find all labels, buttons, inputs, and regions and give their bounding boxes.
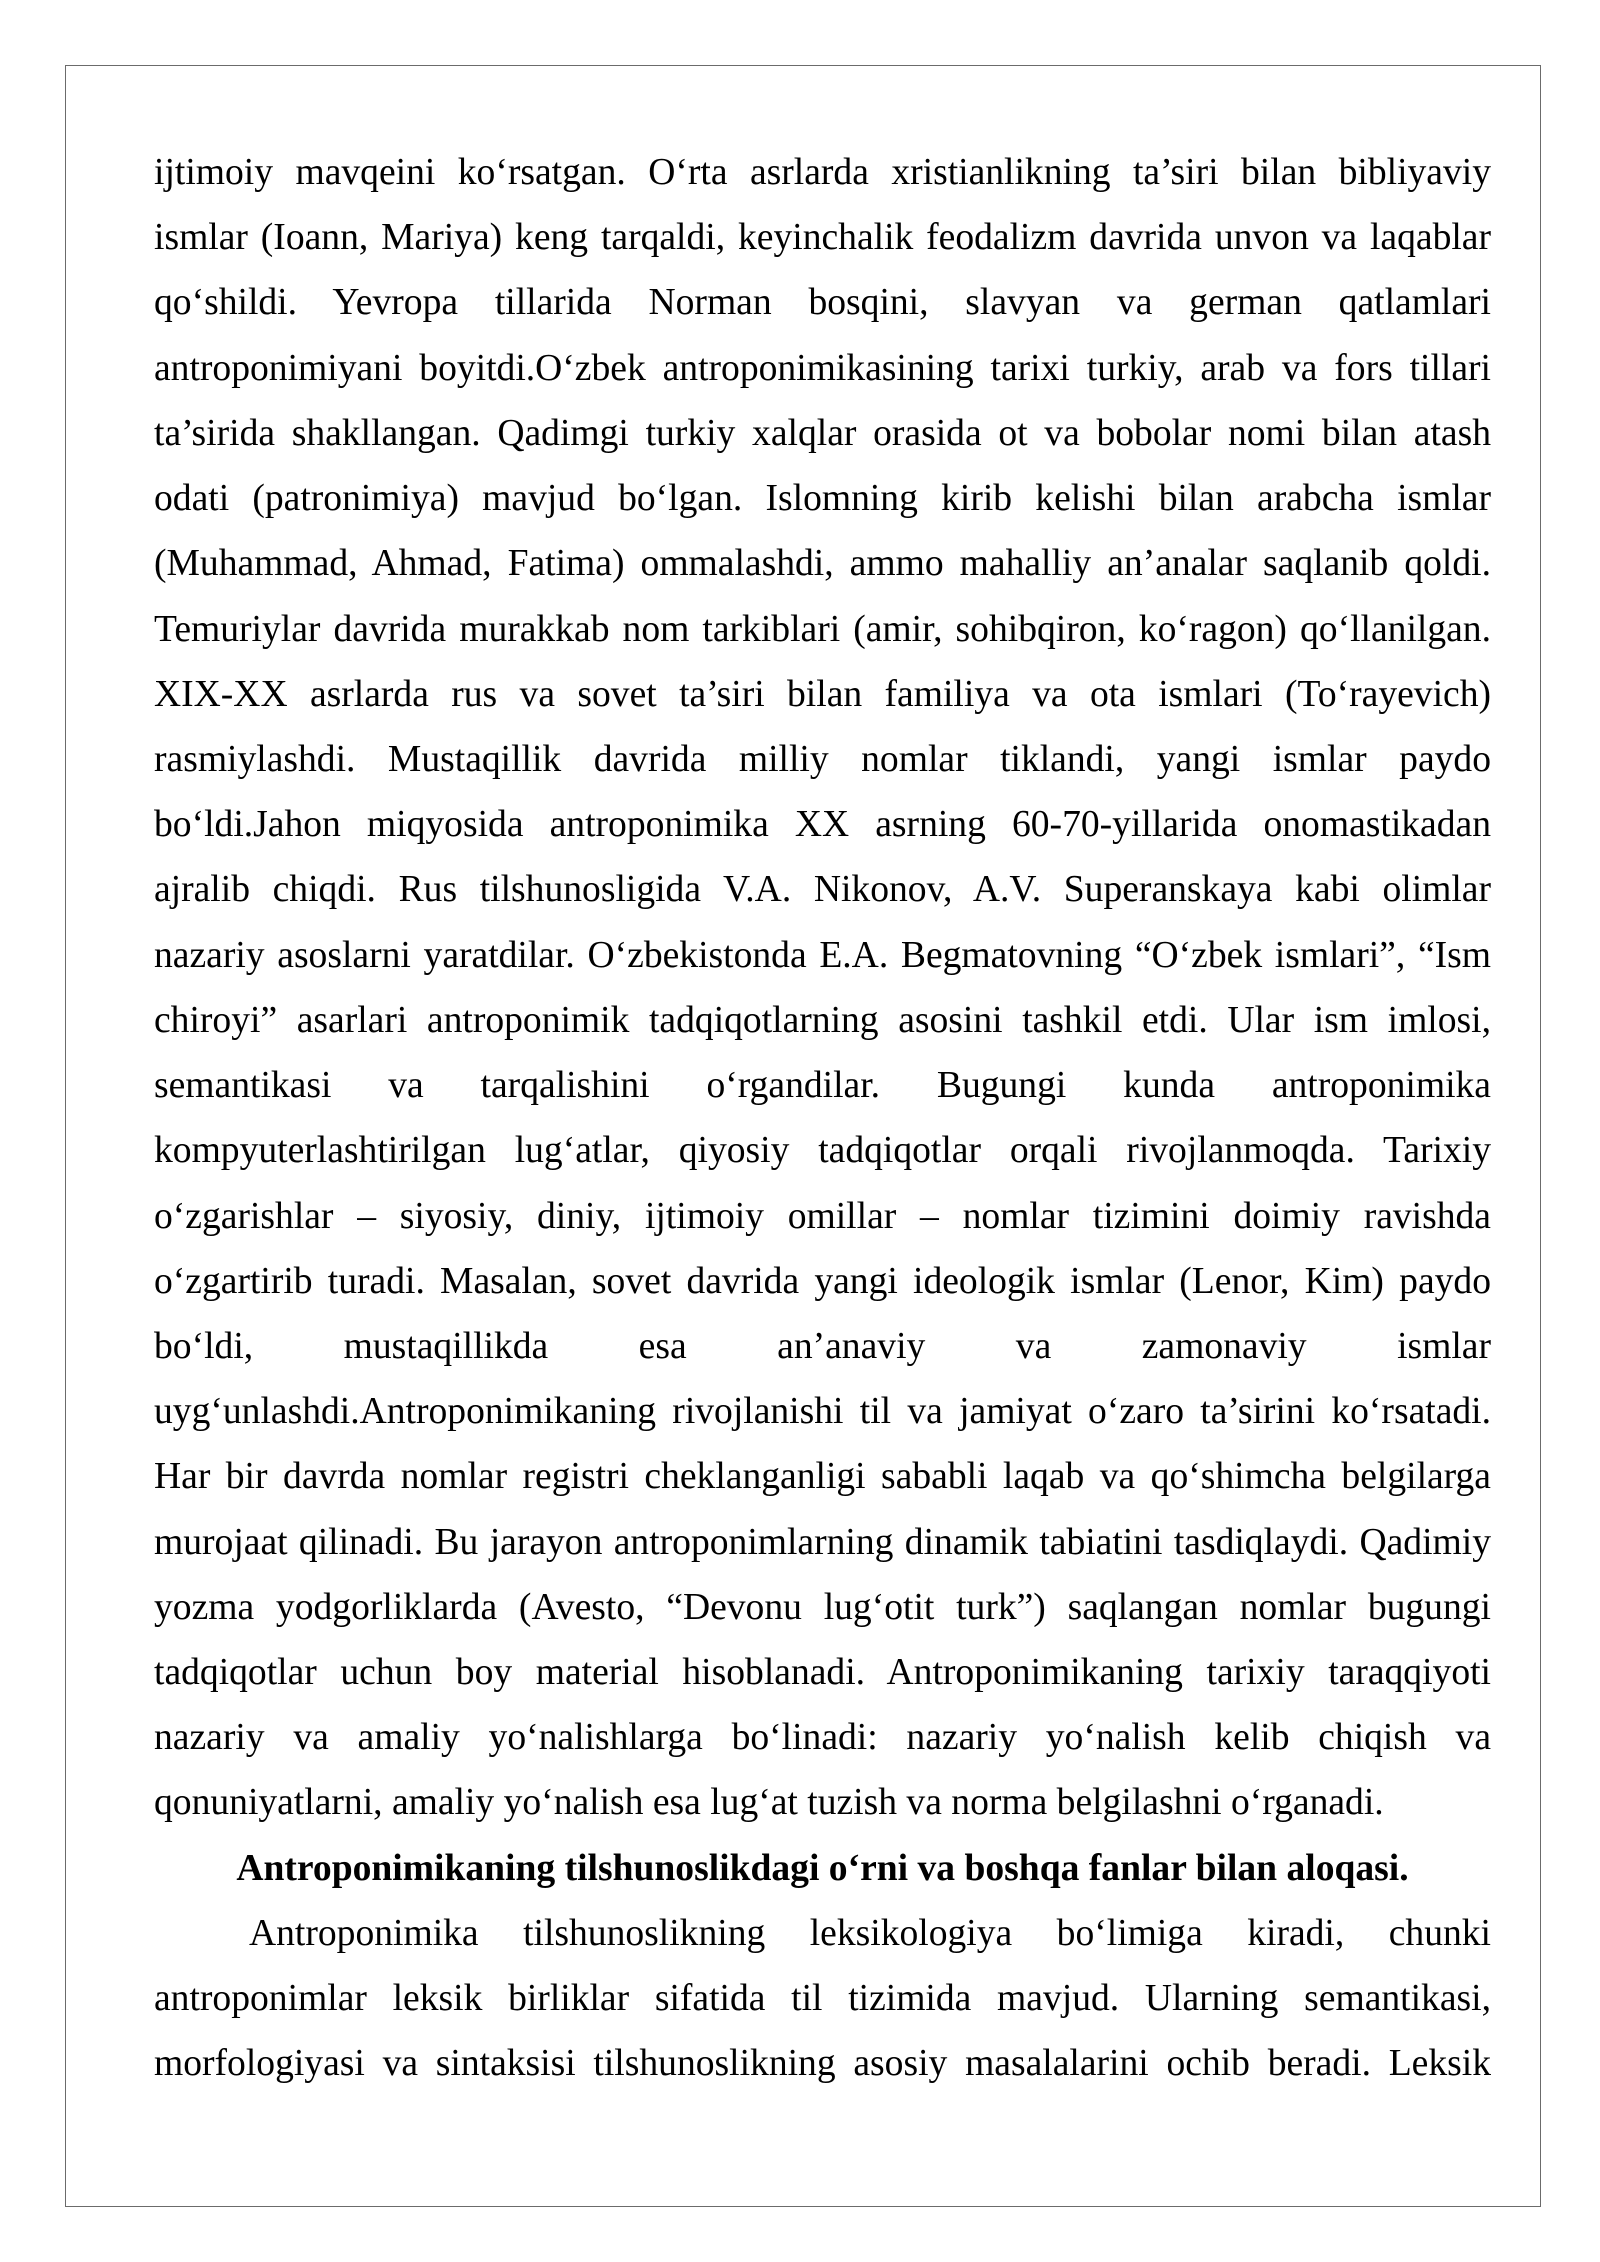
text-line: qo‘shildi. Yevropa tillarida Norman bosqini, slavyan va german qatlamlari [154, 282, 1491, 324]
text-line: antroponimlar leksik birliklar sifatida til tizimida mavjud. Ularning semantikasi, [154, 1978, 1491, 2020]
text-line: Temuriylar davrida murakkab nom tarkiblari (amir, sohibqiron, ko‘ragon) qo‘llanilgan. [154, 608, 1491, 650]
text-line: uyg‘unlashdi.Antroponimikaning rivojlanishi til va jamiyat o‘zaro ta’sirini ko‘rsatadi. [154, 1391, 1491, 1433]
section-heading: Antroponimikaning tilshunoslikdagi o‘rni va boshqa fanlar bilan aloqasi. [236, 1847, 1409, 1889]
text-line: tadqiqotlar uchun boy material hisoblanadi. Antroponimikaning tarixiy taraqqiyoti [154, 1652, 1491, 1694]
text-line: morfologiyasi va sintaksisi tilshunoslikning asosiy masalalarini ochib beradi. Leksik [154, 2043, 1491, 2085]
text-line: antroponimiyani boyitdi.O‘zbek antroponimikasining tarixi turkiy, arab va fors tillari [154, 347, 1491, 389]
text-line: murojaat qilinadi. Bu jarayon antroponimlarning dinamik tabiatini tasdiqlaydi. Qadimiy [154, 1521, 1491, 1563]
text-line: bo‘ldi.Jahon miqyosida antroponimika XX asrning 60-70-yillarida onomastikadan [154, 804, 1491, 846]
text-line: nazariy va amaliy yo‘nalishlarga bo‘linadi: nazariy yo‘nalish kelib chiqish va [154, 1717, 1491, 1759]
text-line: ajralib chiqdi. Rus tilshunosligida V.A. Nikonov, A.V. Superanskaya kabi olimlar [154, 869, 1491, 911]
text-line: ismlar (Ioann, Mariya) keng tarqaldi, keyinchalik feodalizm davrida unvon va laqablar [154, 217, 1491, 259]
text-line: Har bir davrda nomlar registri cheklanganligi sababli laqab va qo‘shimcha belgilarga [154, 1456, 1491, 1498]
paragraph [154, 140, 1491, 1836]
text-line: kompyuterlashtirilgan lug‘atlar, qiyosiy tadqiqotlar orqali rivojlanmoqda. Tarixiy [154, 1130, 1491, 1172]
paragraph [154, 1901, 1491, 2097]
text-line: chiroyi” asarlari antroponimik tadqiqotlarning asosini tashkil etdi. Ular ism imlosi, [154, 999, 1491, 1041]
text-line: o‘zgartirib turadi. Masalan, sovet davrida yangi ideologik ismlar (Lenor, Kim) paydo [154, 1260, 1491, 1302]
text-line: nazariy asoslarni yaratdilar. O‘zbekistonda E.A. Begmatovning “O‘zbek ismlari”, “Ism [154, 934, 1491, 976]
text-line: odati (patronimiya) mavjud bo‘lgan. Islomning kirib kelishi bilan arabcha ismlar [154, 478, 1491, 520]
text-line: XIX-XX asrlarda rus va sovet ta’siri bilan familiya va ota ismlari (To‘rayevich) [154, 673, 1491, 715]
text-line: bo‘ldi, mustaqillikda esa an’anaviy va zamonaviy ismlar [154, 1325, 1491, 1367]
text-line: ijtimoiy mavqeini ko‘rsatgan. O‘rta asrlarda xristianlikning ta’siri bilan bibliyaviy [154, 152, 1491, 193]
text-line: semantikasi va tarqalishini o‘rgandilar. Bugungi kunda antroponimika [154, 1065, 1491, 1107]
text-line: qonuniyatlarni, amaliy yo‘nalish esa lug‘at tuzish va norma belgilashni o‘rganadi. [154, 1782, 1384, 1824]
text-line: o‘zgarishlar – siyosiy, diniy, ijtimoiy omillar – nomlar tizimini doimiy ravishda [154, 1195, 1491, 1237]
text-line: yozma yodgorliklarda (Avesto, “Devonu lug‘otit turk”) saqlangan nomlar bugungi [154, 1586, 1491, 1628]
text-line: ta’sirida shakllangan. Qadimgi turkiy xalqlar orasida ot va bobolar nomi bilan atash [154, 412, 1491, 454]
text-line: (Muhammad, Ahmad, Fatima) ommalashdi, ammo mahalliy an’analar saqlanib qoldi. [154, 543, 1491, 585]
text-line: rasmiylashdi. Mustaqillik davrida milliy nomlar tiklandi, yangi ismlar paydo [154, 738, 1491, 780]
text-line: Antroponimika tilshunoslikning leksikologiya bo‘limiga kiradi, chunki [249, 1912, 1491, 1954]
document-body [154, 140, 1491, 2097]
